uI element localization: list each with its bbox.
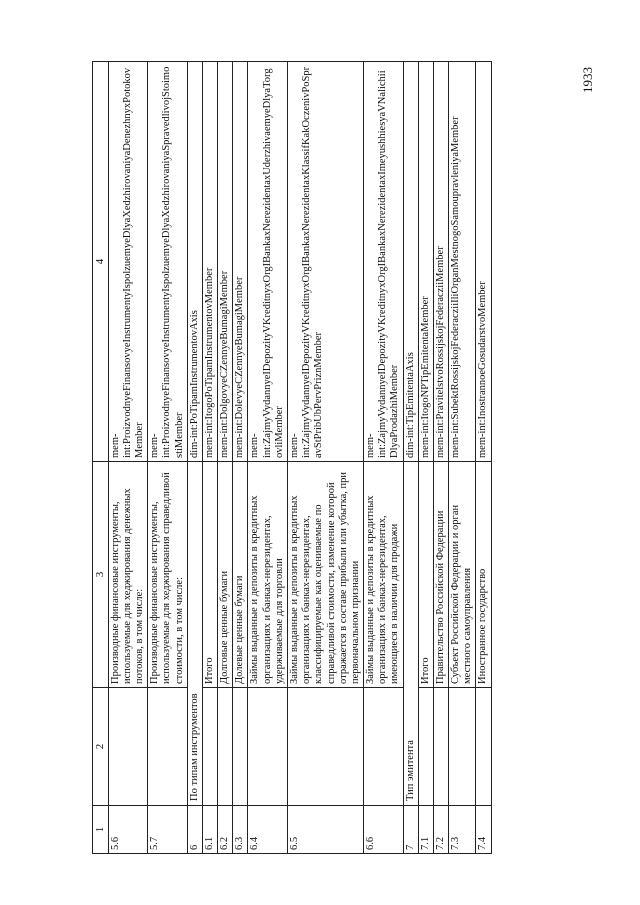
table-row — [202, 62, 217, 854]
table-row — [433, 62, 448, 854]
data-table — [92, 61, 492, 854]
table-row — [287, 62, 363, 854]
table-row — [218, 62, 233, 854]
table-row — [148, 62, 188, 854]
table-row — [449, 62, 476, 854]
row-number-cell: 7.4 — [476, 806, 491, 854]
description-cell: Производные финансовые инструменты, используемые для хеджирования денежных потоков, в том числе: — [108, 462, 148, 688]
member-cell: mem-int:ZajmyVydannyeIDepozityVKreditnyxOrgIBankaxNerezidentaxKlassifKakOczenivPoSpravStPribUbPervPriznMember — [287, 62, 363, 462]
section-name-cell: По типам инструментов — [187, 462, 202, 806]
header-cell-3: 3 — [93, 462, 109, 688]
rotated-table-wrapper — [92, 62, 560, 854]
name-cell — [287, 688, 363, 806]
member-cell: mem-int:ProizvodnyeFinansovyeInstrumentyIspolzuemyeDlyaXedzhirovaniyaSpravedlivojStoimostiMember — [148, 62, 188, 462]
row-number-cell: 7.3 — [449, 806, 476, 854]
member-cell: mem-int:ZajmyVydannyeIDepozityVKreditnyxOrgIBankaxNerezidentaxUderzhivaemyeDlyaTorgovliMember — [248, 62, 288, 462]
member-cell: mem-int:SubektRossijskojFederacziiIliOrganMestnogoSamoupravleniyaMember — [449, 62, 476, 462]
table-row — [248, 62, 288, 854]
member-cell: dim-int:PoTipamInstrumentovAxis — [187, 62, 202, 462]
name-cell — [418, 688, 433, 806]
name-cell — [476, 688, 491, 806]
row-number-cell: 7.2 — [433, 806, 448, 854]
row-number-cell: 7 — [403, 806, 418, 854]
header-cell-2: 2 — [93, 688, 109, 806]
name-cell — [218, 688, 233, 806]
member-cell: mem-int:DolevyeCZennyeBumagiMember — [233, 62, 248, 462]
description-cell: Долевые ценные бумаги — [233, 462, 248, 688]
table-section-row — [403, 62, 418, 854]
member-cell: mem-int:PravitelstvoRossijskojFederacziiMember — [433, 62, 448, 462]
page-number — [573, 60, 603, 100]
description-cell: Итого — [202, 462, 217, 688]
description-cell: Иностранное государство — [476, 462, 491, 688]
member-cell: mem-int:ItogoPoTipamInstrumentovMember — [202, 62, 217, 462]
name-cell — [449, 688, 476, 806]
row-number-cell: 5.7 — [148, 806, 188, 854]
row-number-cell: 6.6 — [364, 806, 404, 854]
table-body — [93, 62, 492, 854]
table-header-row — [93, 62, 109, 854]
name-cell — [248, 688, 288, 806]
name-cell — [108, 688, 148, 806]
table-row — [233, 62, 248, 854]
description-cell: Производные финансовые инструменты, используемые для хеджирования справедливой стоимости, в том числе: — [148, 462, 188, 688]
description-cell: Итого — [418, 462, 433, 688]
description-cell: Займы выданные и депозиты в кредитных организациях и банках-нерезидентах, классифицируемые как оцениваемые по справедливой стоимости, изменение которой отражается в составе прибыли или убытка, при первоначальном признании — [287, 462, 363, 688]
name-cell — [364, 688, 404, 806]
row-number-cell: 6.3 — [233, 806, 248, 854]
description-cell: Правительство Российской Федерации — [433, 462, 448, 688]
header-cell-4: 4 — [93, 62, 109, 462]
description-cell: Долговые ценные бумаги — [218, 462, 233, 688]
member-cell: mem-int:ProizvodnyeFinansovyeInstrumentyIspolzuemyeDlyaXedzhirovaniyaDenezhnyxPotokovMember — [108, 62, 148, 462]
row-number-cell: 5.6 — [108, 806, 148, 854]
name-cell — [148, 688, 188, 806]
row-number-cell: 7.1 — [418, 806, 433, 854]
member-cell: mem-int:InostrannoeGosudarstvoMember — [476, 62, 491, 462]
table-row — [108, 62, 148, 854]
row-number-cell: 6.1 — [202, 806, 217, 854]
name-cell — [233, 688, 248, 806]
page-number-text: 1933 — [580, 67, 595, 93]
description-cell: Займы выданные и депозиты в кредитных организациях и банках-нерезидентах, имеющиеся в наличии для продажи — [364, 462, 404, 688]
row-number-cell: 6.4 — [248, 806, 288, 854]
name-cell — [433, 688, 448, 806]
row-number-cell: 6 — [187, 806, 202, 854]
member-cell: mem-int:ItogoNPTipEmitentaMember — [418, 62, 433, 462]
header-cell-1: 1 — [93, 806, 109, 854]
table-row — [364, 62, 404, 854]
description-cell: Субъект Российской Федерации и орган местного самоуправления — [449, 462, 476, 688]
table-row — [476, 62, 491, 854]
table-section-row — [187, 62, 202, 854]
row-number-cell: 6.2 — [218, 806, 233, 854]
member-cell: mem-int:DolgovyeCZennyeBumagiMember — [218, 62, 233, 462]
row-number-cell: 6.5 — [287, 806, 363, 854]
name-cell — [202, 688, 217, 806]
section-name-cell: Тип эмитента — [403, 462, 418, 806]
member-cell: dim-int:TipEmitentaAxis — [403, 62, 418, 462]
member-cell: mem-int:ZajmyVydannyeIDepozityVKreditnyxOrgIBankaxNerezidentaxImeyushhiesyaVNalichiiDlyaProdazhiMember — [364, 62, 404, 462]
table-row — [418, 62, 433, 854]
description-cell: Займы выданные и депозиты в кредитных организациях и банках-нерезидентах, удерживаемые для торговли — [248, 462, 288, 688]
